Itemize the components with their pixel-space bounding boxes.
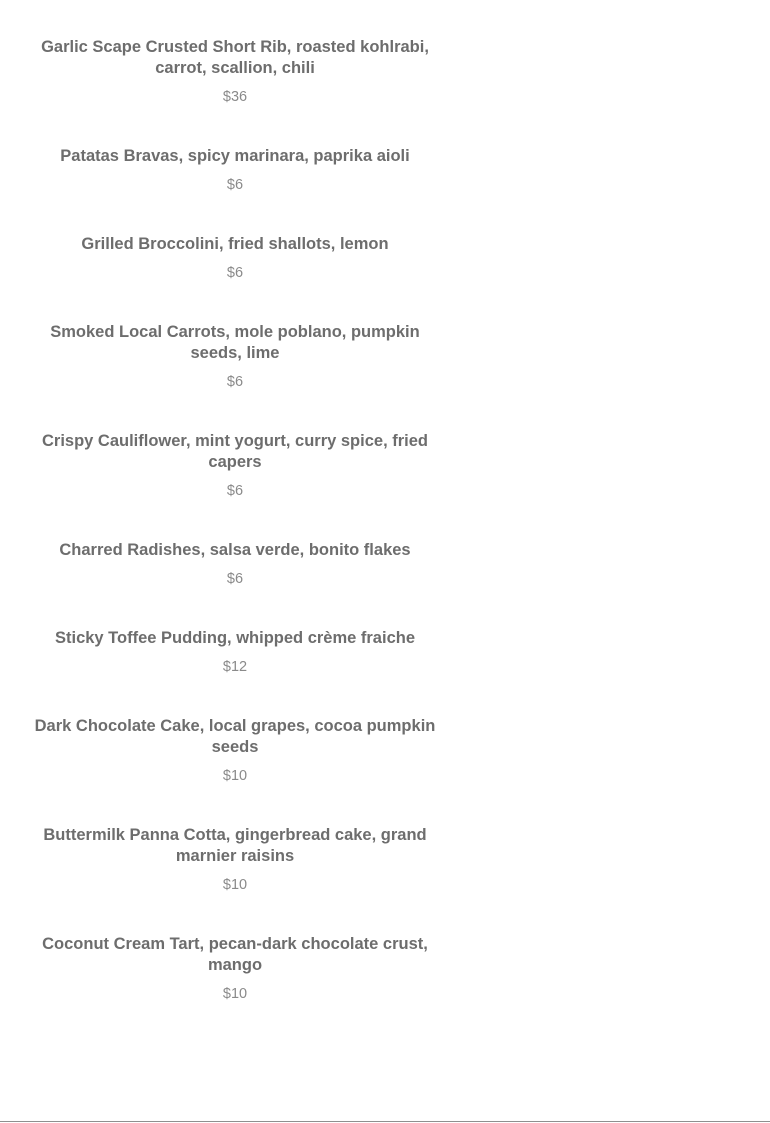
item-name: Buttermilk Panna Cotta, gingerbread cake, grand marnier raisins bbox=[43, 826, 427, 865]
item-name: Dark Chocolate Cake, local grapes, cocoa pumpkin seeds bbox=[34, 717, 436, 756]
item-price: $6 bbox=[226, 265, 244, 281]
item-name: Sticky Toffee Pudding, whipped crème fraiche bbox=[54, 629, 416, 647]
menu-item bbox=[0, 431, 470, 502]
item-price: $6 bbox=[226, 571, 244, 587]
item-price: $10 bbox=[222, 877, 248, 893]
item-name: Smoked Local Carrots, mole poblano, pumpkin seeds, lime bbox=[50, 323, 420, 362]
item-price: $12 bbox=[222, 659, 248, 675]
item-price: $6 bbox=[226, 374, 244, 390]
item-name: Patatas Bravas, spicy marinara, paprika aioli bbox=[60, 147, 410, 165]
item-price: $6 bbox=[226, 483, 244, 499]
menu-item bbox=[0, 146, 470, 196]
item-price: $10 bbox=[222, 986, 248, 1002]
menu-item bbox=[0, 716, 470, 787]
menu-item bbox=[0, 37, 470, 108]
menu-item bbox=[0, 540, 470, 590]
menu-item bbox=[0, 322, 470, 393]
menu-item bbox=[0, 628, 470, 678]
item-price: $6 bbox=[226, 177, 244, 193]
item-name: Garlic Scape Crusted Short Rib, roasted kohlrabi, carrot, scallion, chili bbox=[41, 38, 429, 77]
menu-item bbox=[0, 934, 470, 1005]
item-price: $10 bbox=[222, 768, 248, 784]
item-name: Grilled Broccolini, fried shallots, lemon bbox=[81, 235, 389, 253]
menu-item bbox=[0, 234, 470, 284]
item-name: Charred Radishes, salsa verde, bonito flakes bbox=[59, 541, 411, 559]
item-name: Coconut Cream Tart, pecan-dark chocolate crust, mango bbox=[42, 935, 428, 974]
item-name: Crispy Cauliflower, mint yogurt, curry spice, fried capers bbox=[41, 432, 428, 471]
menu-item bbox=[0, 825, 470, 896]
bottom-divider bbox=[0, 1121, 770, 1122]
item-price: $36 bbox=[222, 89, 248, 105]
